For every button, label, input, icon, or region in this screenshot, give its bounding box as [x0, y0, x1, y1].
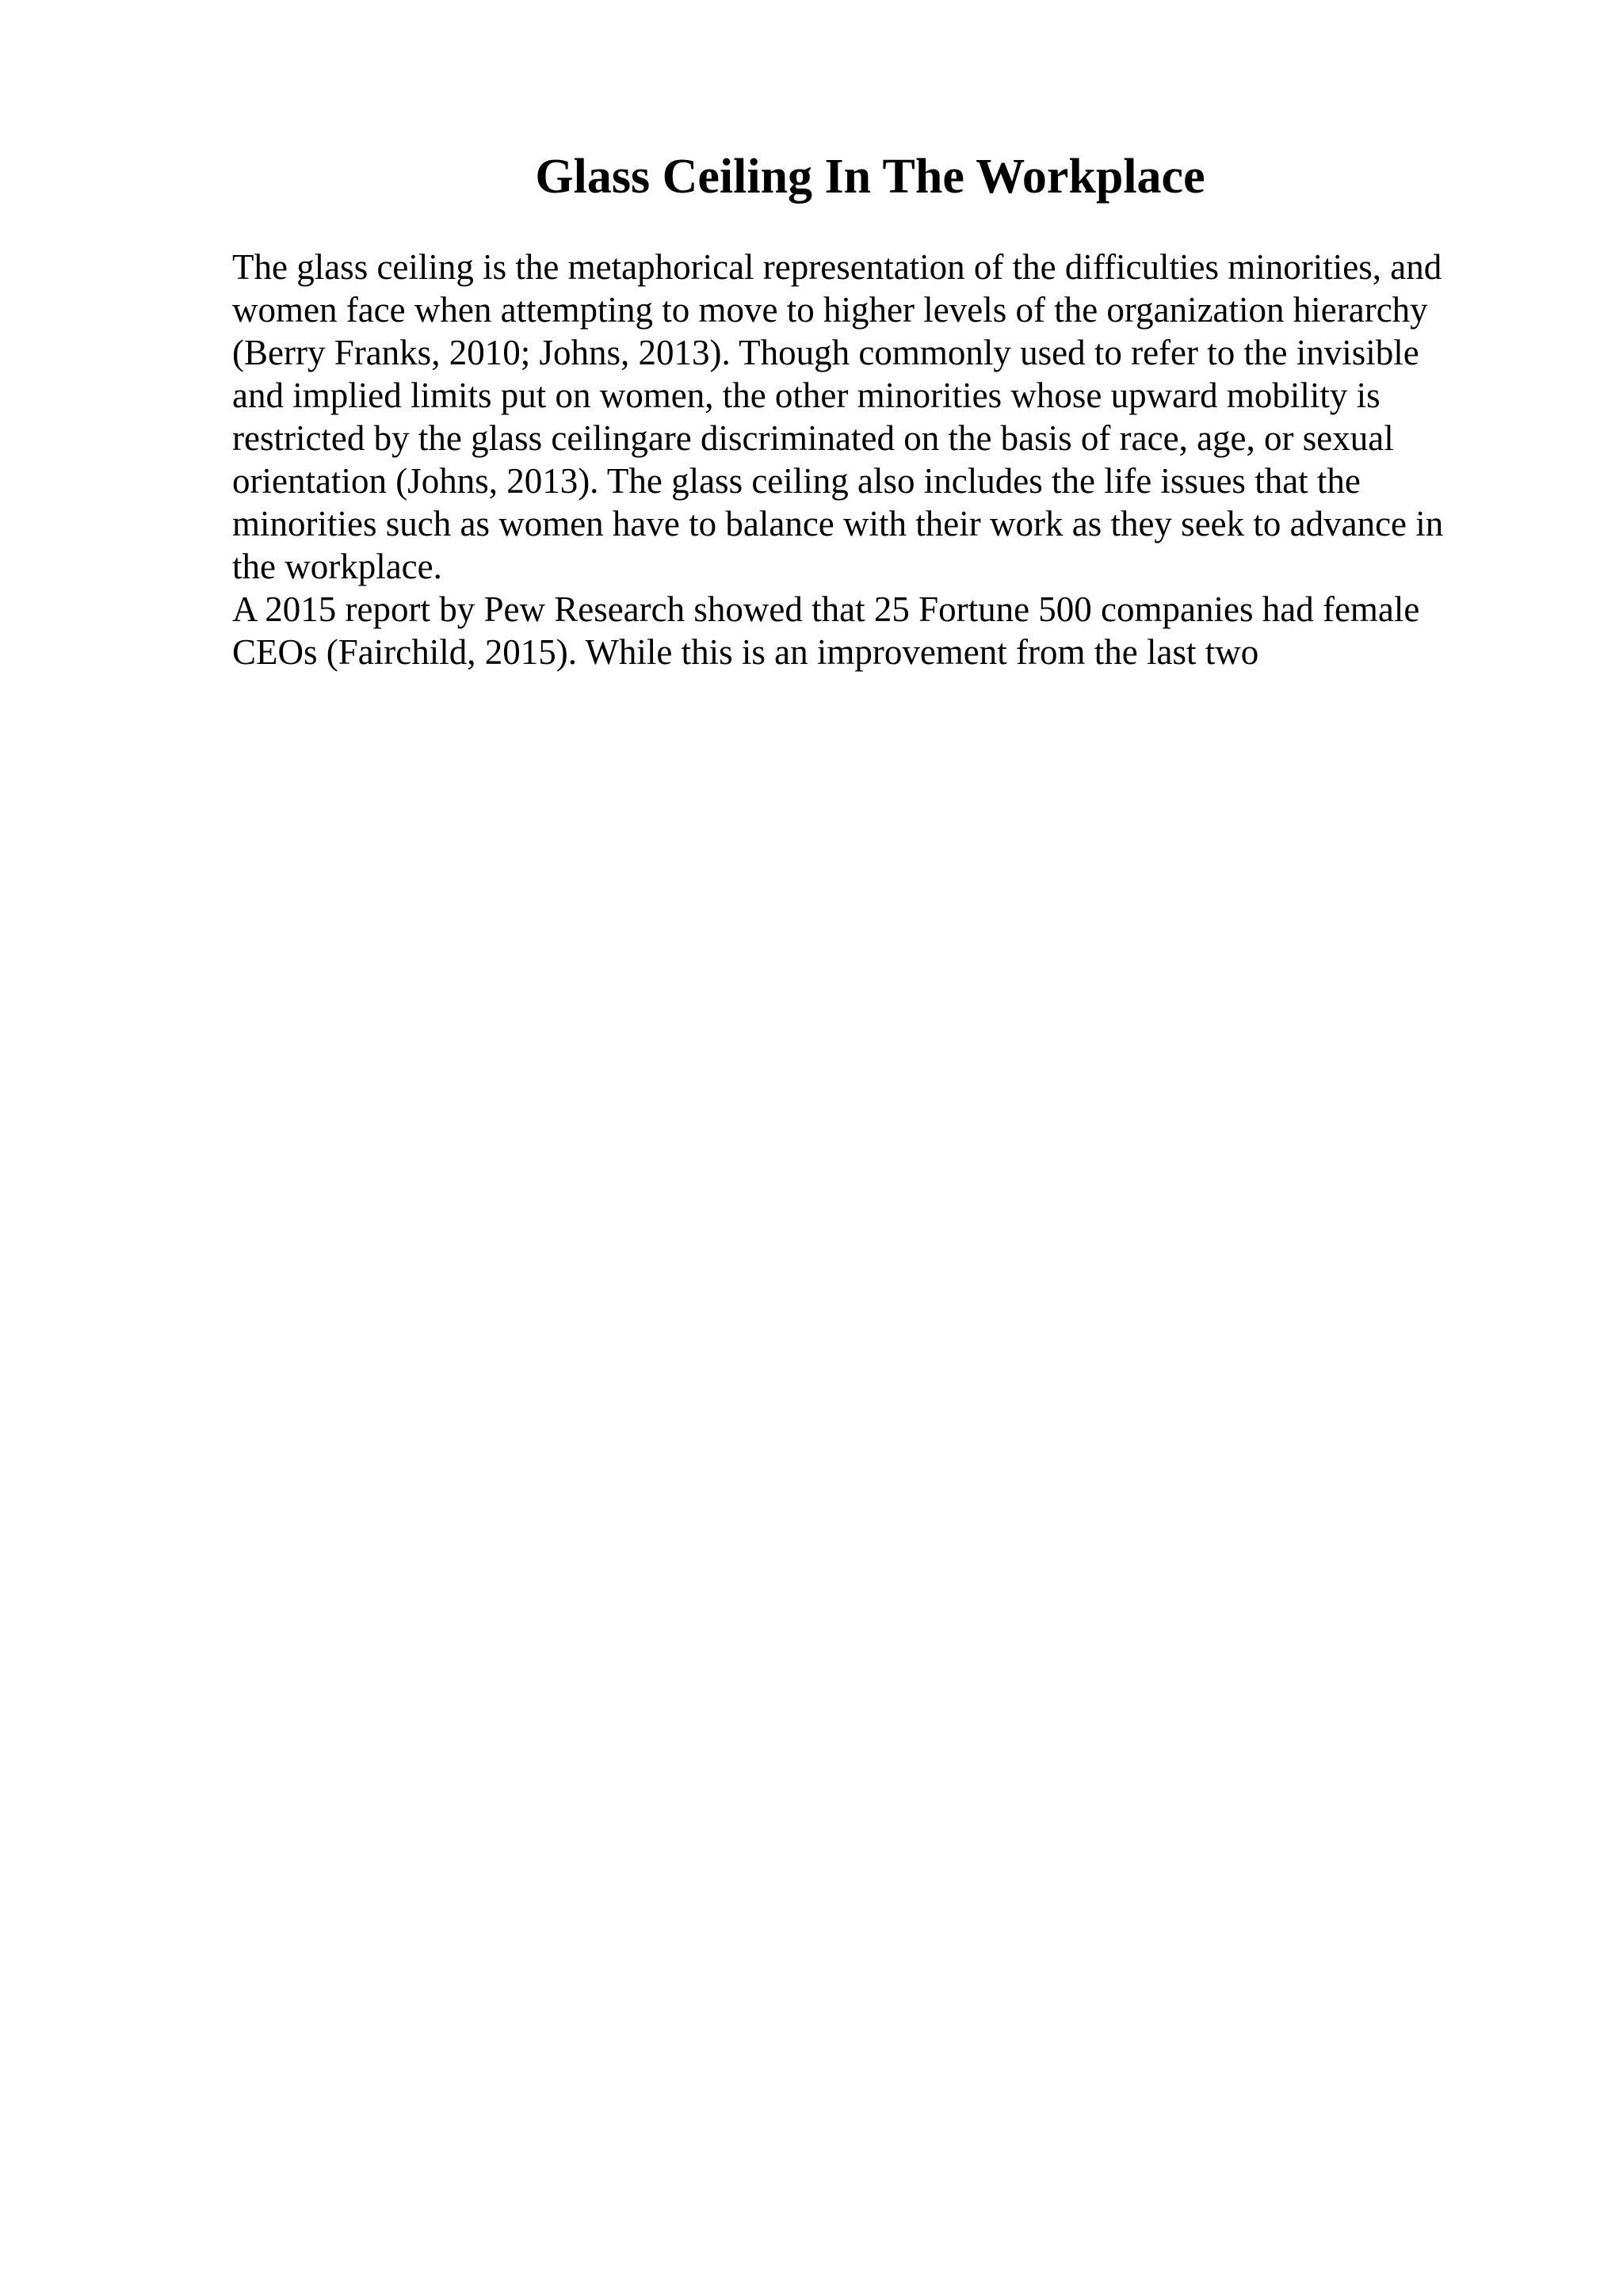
body-line: minorities such as women have to balance with their work as they seek to advance in [232, 504, 1444, 543]
document-title: Glass Ceiling In The Workplace [535, 150, 1205, 204]
body-line: A 2015 report by Pew Research showed that 25 Fortune 500 companies had female [232, 589, 1420, 629]
body-line: CEOs (Fairchild, 2015). While this is an improvement from the last two [232, 632, 1259, 672]
body-line: (Berry Franks, 2010; Johns, 2013). Though commonly used to refer to the invisible [232, 333, 1419, 372]
body-line: the workplace. [232, 547, 442, 586]
body-line: orientation (Johns, 2013). The glass ceiling also includes the life issues that the [232, 461, 1361, 501]
body-line: The glass ceiling is the metaphorical representation of the difficulties minorities, and [232, 247, 1442, 287]
body-line: restricted by the glass ceilingare discriminated on the basis of race, age, or sexual [232, 418, 1394, 458]
body-line: and implied limits put on women, the other minorities whose upward mobility is [232, 376, 1381, 415]
body-line: women face when attempting to move to higher levels of the organization hierarchy [232, 290, 1428, 330]
document-body [232, 246, 1516, 673]
